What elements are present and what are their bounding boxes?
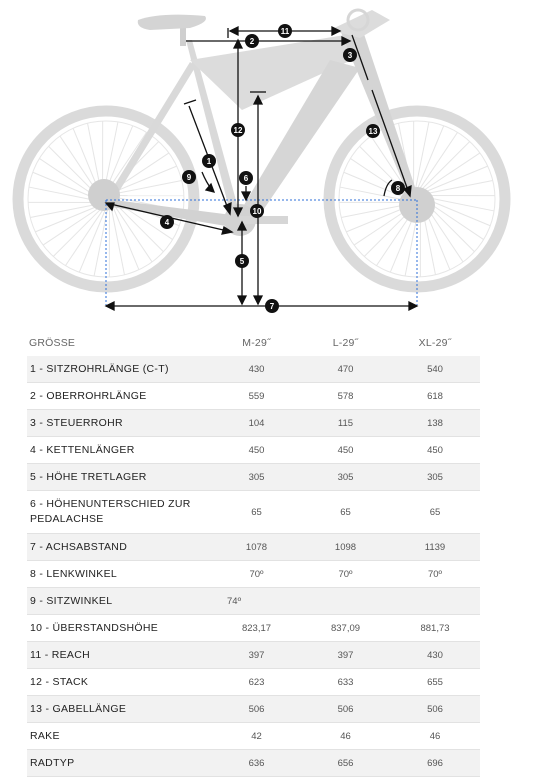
row-value: 65	[301, 491, 390, 534]
svg-text:1: 1	[206, 157, 212, 166]
svg-text:12: 12	[233, 126, 243, 135]
row-value: 506	[212, 696, 301, 723]
svg-text:13: 13	[368, 127, 378, 136]
row-value: 70º	[390, 561, 480, 588]
svg-text:11: 11	[280, 27, 290, 36]
row-value: 578	[301, 383, 390, 410]
marker-13	[366, 124, 380, 138]
marker-9	[182, 170, 196, 184]
row-value: 655	[390, 669, 480, 696]
marker-11	[278, 24, 292, 38]
marker-2	[245, 34, 259, 48]
table-row	[27, 750, 480, 777]
row-value: 305	[301, 464, 390, 491]
table-row	[27, 383, 480, 410]
row-value: 65	[390, 491, 480, 534]
row-label: 7 - ACHSABSTAND	[27, 534, 212, 561]
row-value: 633	[301, 669, 390, 696]
row-value: 1098	[301, 534, 390, 561]
table-row	[27, 356, 480, 383]
marker-3	[343, 48, 357, 62]
table-row	[27, 410, 480, 437]
table-header-row	[27, 330, 480, 356]
row-value: 305	[390, 464, 480, 491]
svg-text:8: 8	[395, 184, 401, 193]
row-value: 618	[390, 383, 480, 410]
row-label: 12 - STACK	[27, 669, 212, 696]
row-value: 506	[301, 696, 390, 723]
marker-6	[239, 171, 253, 185]
table-row	[27, 669, 480, 696]
row-value: 823,17	[212, 615, 301, 642]
row-label: 13 - GABELLÄNGE	[27, 696, 212, 723]
row-label: 8 - LENKWINKEL	[27, 561, 212, 588]
table-row	[27, 534, 480, 561]
table-row	[27, 588, 480, 615]
svg-text:2: 2	[249, 37, 255, 46]
table-row	[27, 561, 480, 588]
row-value: 636	[212, 750, 301, 777]
row-value: 397	[212, 642, 301, 669]
marker-1	[202, 154, 216, 168]
row-label: 6 - HÖHENUNTERSCHIED ZUR PEDALACHSE	[27, 491, 212, 534]
row-value: 1139	[390, 534, 480, 561]
marker-5	[235, 254, 249, 268]
table-row	[27, 464, 480, 491]
row-label: RAKE	[27, 723, 212, 750]
row-value: 623	[212, 669, 301, 696]
row-label: 5 - HÖHE TRETLAGER	[27, 464, 212, 491]
row-value: 397	[301, 642, 390, 669]
row-value: 1078	[212, 534, 301, 561]
header-m: M-29˝	[242, 337, 271, 349]
row-value: 470	[301, 356, 390, 383]
table-row	[27, 437, 480, 464]
svg-text:5: 5	[239, 257, 245, 266]
svg-text:4: 4	[164, 218, 170, 227]
row-value: 540	[390, 356, 480, 383]
row-label: 3 - STEUERROHR	[27, 410, 212, 437]
table-row	[27, 723, 480, 750]
row-label: 10 - ÜBERSTANDSHÖHE	[27, 615, 212, 642]
header-size: GRÖSSE	[29, 337, 76, 349]
row-value: 74º	[212, 588, 480, 615]
marker-4	[160, 215, 174, 229]
row-label: RADTYP	[27, 750, 212, 777]
bike-silhouette	[18, 10, 505, 287]
row-value: 696	[390, 750, 480, 777]
row-value: 450	[212, 437, 301, 464]
svg-text:9: 9	[186, 173, 192, 182]
row-value: 115	[301, 410, 390, 437]
row-value: 837,09	[301, 615, 390, 642]
svg-text:10: 10	[252, 207, 262, 216]
row-value: 559	[212, 383, 301, 410]
row-value: 450	[301, 437, 390, 464]
svg-text:7: 7	[269, 302, 275, 311]
row-label: 1 - SITZROHRLÄNGE (C-T)	[27, 356, 212, 383]
row-value: 70º	[301, 561, 390, 588]
row-value: 42	[212, 723, 301, 750]
row-label: 2 - OBERROHRLÄNGE	[27, 383, 212, 410]
row-label: 11 - REACH	[27, 642, 212, 669]
marker-12	[231, 123, 245, 137]
row-label: 9 - SITZWINKEL	[27, 588, 212, 615]
svg-text:3: 3	[347, 51, 353, 60]
row-value: 46	[301, 723, 390, 750]
bike-geometry-diagram	[0, 0, 537, 320]
row-value: 450	[390, 437, 480, 464]
row-value: 430	[390, 642, 480, 669]
marker-7	[265, 299, 279, 313]
table-row	[27, 491, 480, 534]
row-value: 506	[390, 696, 480, 723]
header-l: L-29˝	[332, 337, 359, 349]
row-value: 46	[390, 723, 480, 750]
row-value: 70º	[212, 561, 301, 588]
row-value: 138	[390, 410, 480, 437]
row-label: 4 - KETTENLÄNGER	[27, 437, 212, 464]
row-value: 430	[212, 356, 301, 383]
marker-10	[250, 204, 264, 218]
row-value: 656	[301, 750, 390, 777]
row-value: 881,73	[390, 615, 480, 642]
marker-8	[391, 181, 405, 195]
row-value: 104	[212, 410, 301, 437]
table-row	[27, 615, 480, 642]
table-row	[27, 642, 480, 669]
header-xl: XL-29˝	[418, 337, 452, 349]
svg-text:6: 6	[243, 174, 249, 183]
geometry-table	[27, 330, 480, 777]
row-value: 65	[212, 491, 301, 534]
table-row	[27, 696, 480, 723]
row-value: 305	[212, 464, 301, 491]
